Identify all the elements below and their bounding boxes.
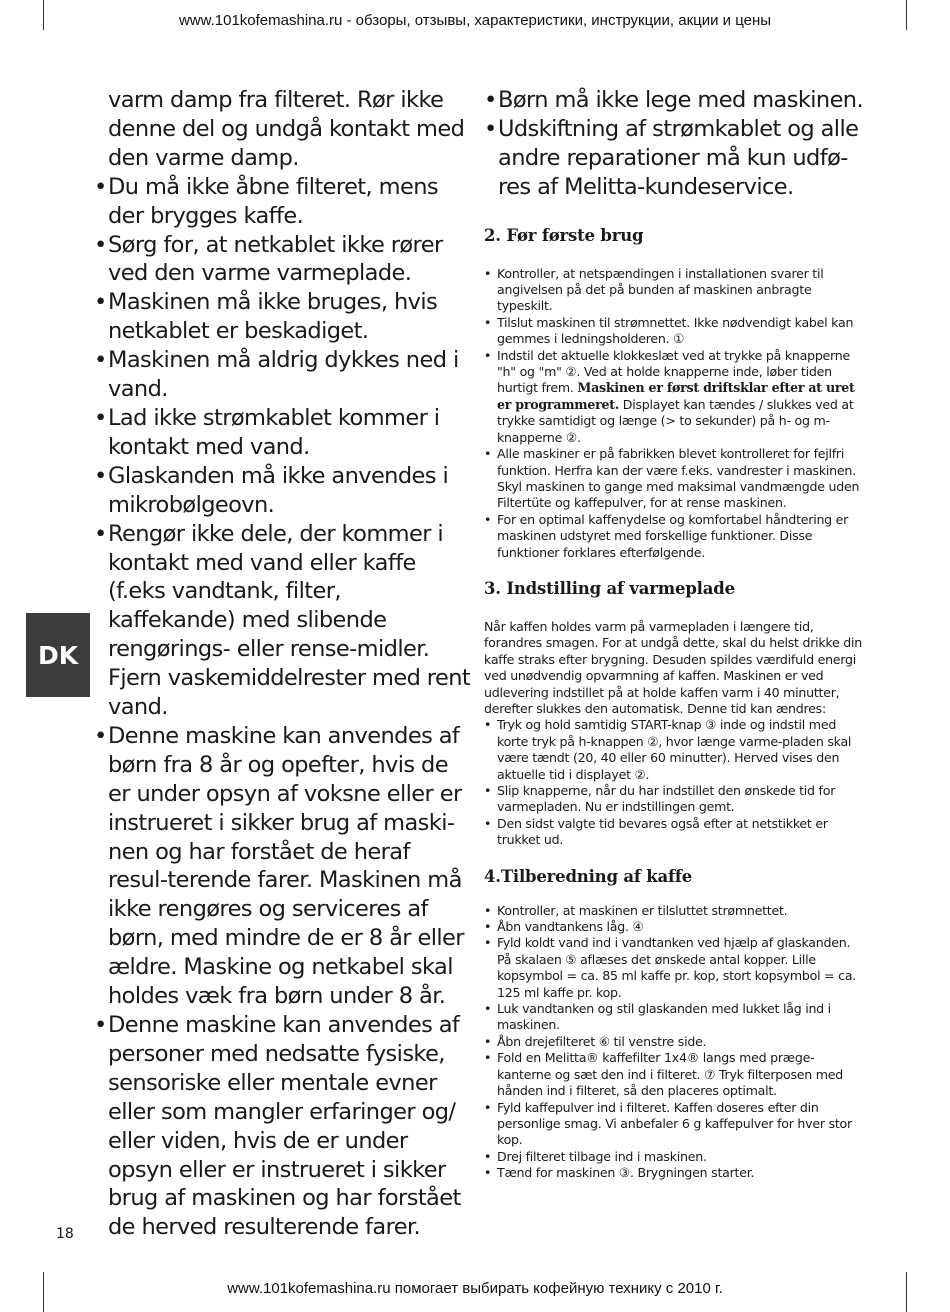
page-number: 18: [56, 1226, 74, 1242]
list-item: • Du må ikke åbne filteret, mens der brygges kaffe.: [94, 173, 474, 231]
list-item: • For en optimal kaffenydelse og komfortabel håndtering er maskinen udstyret med forskellige funktioner. Disse funktioner forklares efterfølgende.: [484, 512, 864, 561]
list-item: • Luk vandtanken og stil glaskanden med lukket låg ind i maskinen.: [484, 1001, 864, 1034]
section-list: [484, 717, 864, 848]
list-item: • Tænd for maskinen ③. Brygningen starter.: [484, 1165, 864, 1181]
header-url: www.101kofemashina.ru - обзоры, отзывы, характеристики, инструкции, акции и цены: [178, 12, 772, 29]
list-item: • Drej filteret tilbage ind i maskinen.: [484, 1149, 864, 1165]
section-list: [484, 903, 864, 1182]
safety-list-continued: [484, 86, 864, 202]
section-heading: 4.Tilberedning af kaffe: [484, 866, 693, 886]
list-item: • Tryk og hold samtidig START-knap ③ inde og indstil med korte tryk på h-knappen ②, hvor længe varme-pladen skal være tændt (20, 40 eller 60 minutter). Herved vises den aktuelle tid i displayet ②.: [484, 717, 864, 783]
list-item: • Glaskanden må ikke anvendes i mikrobølgeovn.: [94, 462, 474, 520]
list-item: • Fyld kaffepulver ind i filteret. Kaffen doseres efter din personlige smag. Vi anbefaler 6 g kaffepulver for hver stor kop.: [484, 1100, 864, 1149]
section-list: [484, 266, 864, 561]
list-item: • Fyld koldt vand ind i vandtanken ved hjælp af glaskanden. På skalaen ⑤ aflæses det ønskede antal kopper. Lille kopsymbol = ca. 85 ml kaffe pr. kop, stort kopsymbol = ca. 125 ml kaffe pr. kop.: [484, 935, 864, 1001]
list-item: [484, 348, 864, 446]
list-item: • Sørg for, at netkablet ikke rører ved den varme varmeplade.: [94, 231, 474, 289]
continuation-text: varm damp fra filteret. Rør ikke denne del og undgå kontakt med den varme damp.: [108, 87, 465, 171]
list-item: • Slip knapperne, når du har indstillet den ønskede tid for varmepladen. Nu er indstillingen gemt.: [484, 783, 864, 816]
language-tab: DK: [26, 613, 90, 697]
section-heading: 3. Indstilling af varmeplade: [484, 578, 735, 598]
list-item: • Alle maskiner er på fabrikken blevet kontrolleret for fejlfri funktion. Herfra kan der være f.eks. vandrester i maskinen. Skyl maskinen to gange med maksimal vandmængde uden Filtertüte og kaffepulver, for at rense maskinen.: [484, 446, 864, 512]
list-item: • Maskinen må ikke bruges, hvis netkablet er beskadiget.: [94, 288, 474, 346]
clock-text-b: Displayet kan tændes / slukkes ved at trykke samtidigt og længe (> to sekunder) på h- og m-knapperne ②.: [497, 396, 854, 445]
list-item: • Børn må ikke lege med maskinen.: [484, 86, 864, 115]
list-item: • Fold en Melitta® kaffefilter 1x4® langs med præge-kanterne og sæt den ind i filteret. ⑦ Tryk filterposen med hånden ind i filteret, så den placeres optimalt.: [484, 1050, 864, 1099]
list-item: • Rengør ikke dele, der kommer i kontakt med vand eller kaffe (f.eks vandtank, filter, kaffekande) med slibende rengørings- eller rense-midler. Fjern vaskemiddelrester med rent vand.: [94, 520, 474, 722]
list-item: • Denne maskine kan anvendes af børn fra 8 år og opefter, hvis de er under opsyn af voksne eller er instrueret i sikker brug af maski-nen og har forstået de heraf resul-terende farer. Maskinen må ikke rengøres og serviceres af børn, med mindre de er 8 år eller ældre. Maskine og netkabel skal holdes væk fra børn under 8 år.: [94, 722, 474, 1011]
left-column: [94, 86, 474, 1242]
section-heading: 2. Før første brug: [484, 225, 644, 245]
list-item: • Denne maskine kan anvendes af personer med nedsatte fysiske, sensoriske eller mentale evner eller som mangler erfaringer og/ eller viden, hvis de er under opsyn eller er instrueret i sikker brug af maskinen og har forstået de herved resulterende farer.: [94, 1011, 474, 1242]
list-item: • Åbn drejefilteret ⑥ til venstre side.: [484, 1034, 864, 1050]
list-item: • Udskiftning af strømkablet og alle andre reparationer må kun udfø-res af Melitta-kundeservice.: [484, 115, 864, 202]
list-item: • Kontroller, at maskinen er tilsluttet strømnettet.: [484, 903, 864, 919]
clock-text-bold: Maskinen er først driftsklar efter at uret er programmeret.: [497, 380, 855, 412]
list-item: • Tilslut maskinen til strømnettet. Ikke nødvendigt kabel kan gemmes i ledningsholderen. ①: [484, 315, 864, 348]
right-column: [484, 86, 864, 1182]
list-item: • Kontroller, at netspændingen i installationen svarer til angivelsen på det på bunden af maskinen anbragte typeskilt.: [484, 266, 864, 315]
footer-url: www.101kofemashina.ru помогает выбирать кофейную технику с 2010 г.: [227, 1280, 723, 1297]
section-paragraph: Når kaffen holdes varm på varmepladen i længere tid, forandres smagen. For at undgå dette, skal du helst drikke din kaffe straks efter brygning. Desuden spildes værdifuld energi ved unødvendig opvarmning af kaffen. Maskinen er ved udlevering indstillet på at holde kaffen varm i 40 minutter, derefter slukkes den automatisk. Denne tid kan ændres:: [484, 618, 862, 716]
list-item: • Den sidst valgte tid bevares også efter at netstikket er trukket ud.: [484, 816, 864, 849]
list-item: • Lad ikke strømkablet kommer i kontakt med vand.: [94, 404, 474, 462]
clock-text-a: Indstil det aktuelle klokkeslæt ved at trykke på knapperne "h" og "m" ②. Ved at holde knapperne inde, løber tiden hurtigt frem.: [497, 347, 850, 396]
list-item: • Maskinen må aldrig dykkes ned i vand.: [94, 346, 474, 404]
list-item: • Åbn vandtankens låg. ④: [484, 919, 864, 935]
